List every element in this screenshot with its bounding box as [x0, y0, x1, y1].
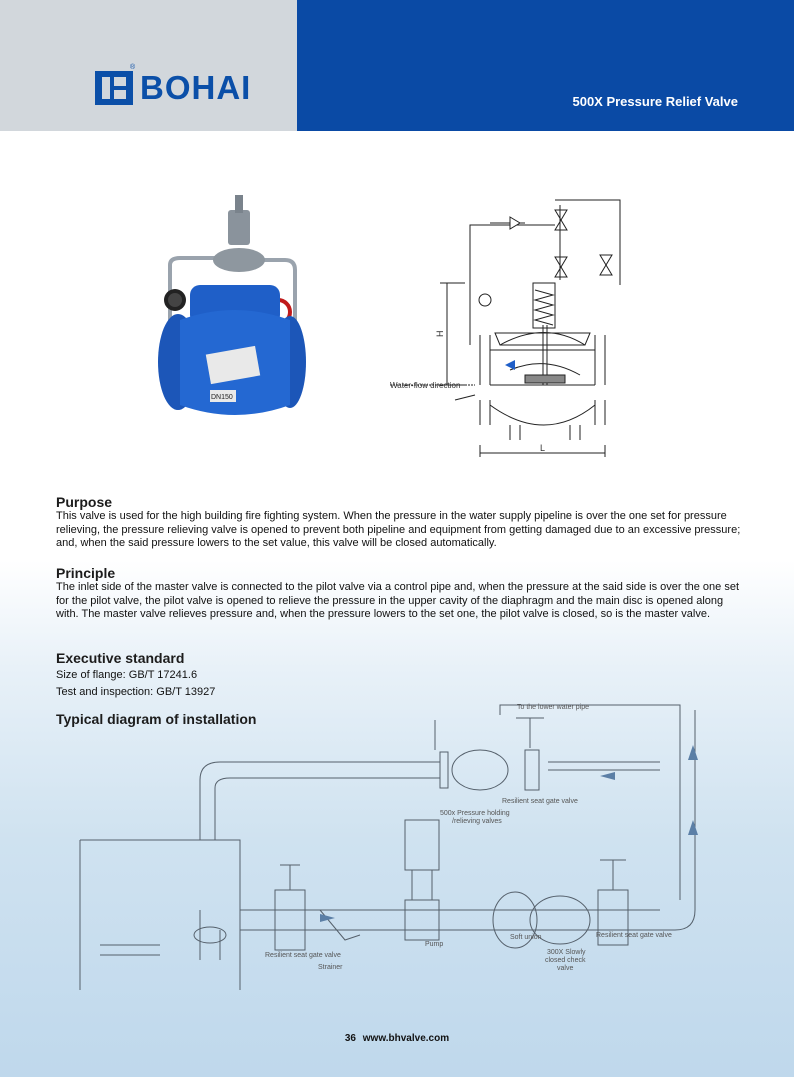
website-link[interactable]: www.bhvalve.com	[362, 1033, 450, 1044]
label-pump: Pump	[425, 941, 444, 948]
bohai-logo-icon	[94, 68, 134, 108]
installation-heading: Typical diagram of installation	[56, 711, 257, 727]
principle-text: The inlet side of the master valve is connected to the pilot valve via a control pipe and, when the pressure at the said side is over the one set for the pilot valve, the pilot valve is opened to relieve the pressure in the upper cavity of the diaphragm and the main disc is opened along with. The master valve relieves pressure and, when the pressure lowers to the set one, the pilot valve is closed, so is the master valve.	[56, 581, 740, 620]
label-check-valve-3: valve	[557, 965, 574, 972]
label-strainer: Strainer	[318, 964, 343, 971]
valve-schematic	[385, 195, 645, 465]
label-holding-valve-2: /relieving valves	[452, 818, 502, 825]
brand-logo	[94, 64, 252, 108]
purpose-heading: Purpose	[56, 494, 113, 510]
label-check-valve: 300X Slowly	[547, 949, 586, 956]
flange-size-line: Size of flange: GB/T 17241.6	[56, 669, 198, 681]
label-holding-valve: 500x Pressure holding	[440, 810, 510, 817]
nameplate-text: DN150	[211, 394, 233, 401]
page-number: 36	[344, 1033, 356, 1044]
label-lower-water-pipe: To the lower water pipe	[517, 704, 589, 711]
header-left-panel	[0, 0, 297, 131]
valve-photo	[150, 190, 310, 440]
product-title: 500X Pressure Relief Valve	[572, 94, 738, 109]
label-gate-valve-right: Resilient seat gate valve	[596, 932, 672, 939]
registered-mark: ®	[130, 64, 136, 71]
dim-l-label: L	[540, 443, 546, 453]
purpose-section	[56, 494, 746, 551]
header-right-panel	[297, 0, 794, 131]
page-footer	[0, 1033, 794, 1044]
brand-name: BOHAI	[140, 69, 252, 106]
label-soft-union: Soft union	[510, 934, 542, 941]
standard-heading: Executive standard	[56, 650, 185, 666]
principle-heading: Principle	[56, 565, 116, 581]
label-check-valve-2: closed check	[545, 957, 586, 964]
principle-section	[56, 565, 746, 622]
label-gate-valve-left: Resilient seat gate valve	[265, 952, 341, 959]
test-inspection-line: Test and inspection: GB/T 13927	[56, 685, 216, 698]
water-flow-label: Water-flow direction	[390, 381, 461, 390]
label-gate-valve-top: Resilient seat gate valve	[502, 798, 578, 805]
purpose-text: This valve is used for the high building fire fighting system. When the pressure in the water supply pipeline is over the one set for pressure relieving, the pressure relieving valve is opened to prevent both pipeline and equipment from getting damaged due to an excessive pressure; and, when the said pressure lowers to the set value, this valve will be closed automatically.	[56, 510, 741, 549]
installation-diagram	[60, 690, 720, 990]
dim-h-label: H	[435, 330, 445, 337]
